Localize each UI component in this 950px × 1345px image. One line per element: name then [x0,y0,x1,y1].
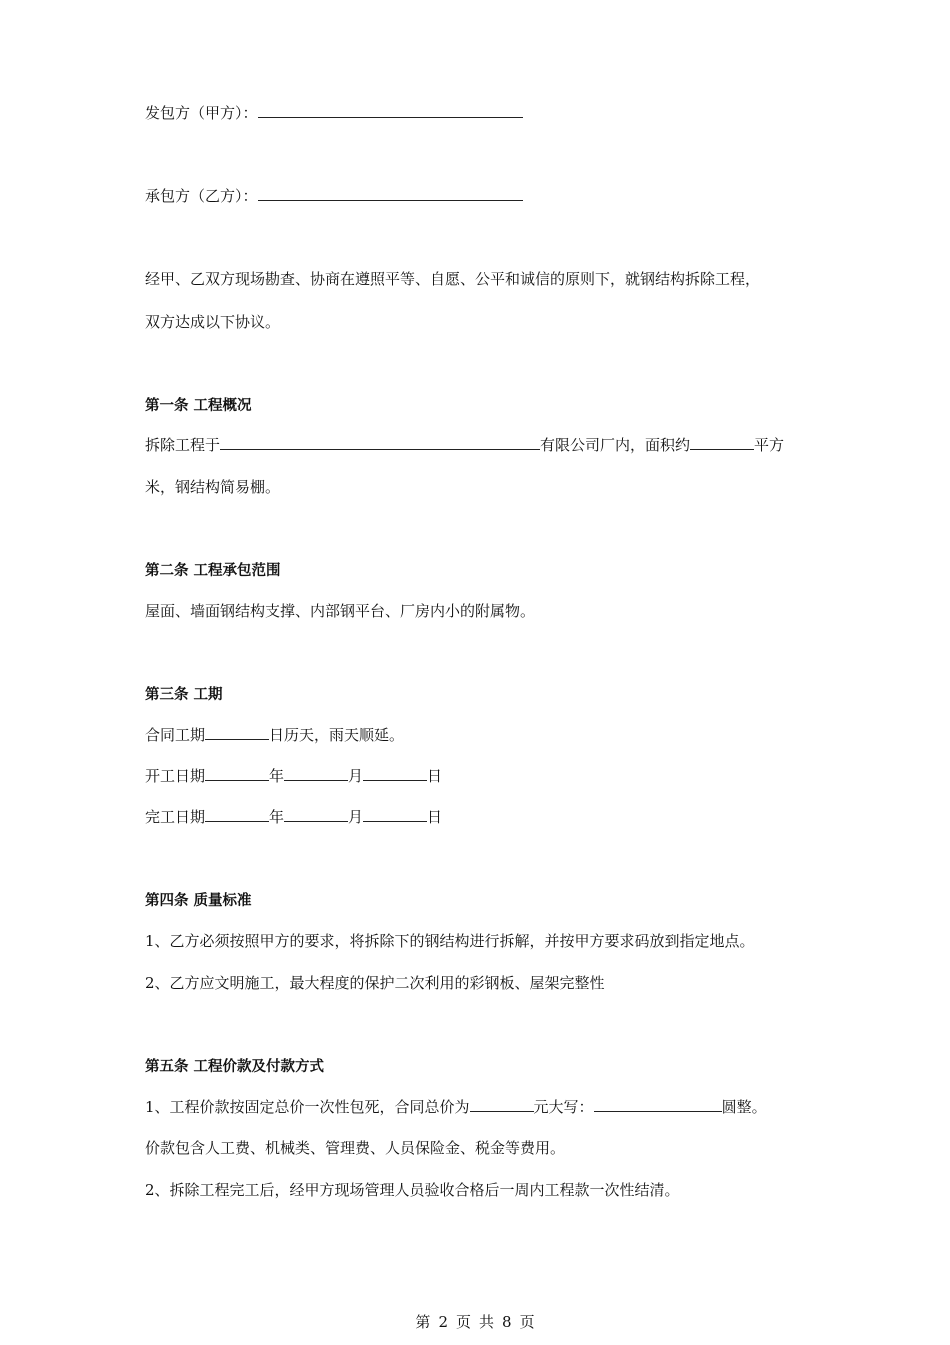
article-5-item-1 [145,1096,767,1117]
current-page-number: 2 [438,1313,448,1331]
contract-period-suffix: 日历天，雨天顺延。 [269,726,405,744]
contract-period-label: 合同工期 [145,726,206,744]
article-5-item-1-line-2: 价款包含人工费、机械类、管理费、人员保险金、税金等费用。 [145,1139,566,1157]
article-5-heading: 第五条 工程价款及付款方式 [145,1059,325,1075]
article-1-row [145,434,784,455]
party-b-label: 承包方（乙方）： [145,187,258,205]
footer-page-word: 页 [455,1313,471,1331]
footer-prefix: 第 [415,1313,431,1331]
price-text-a: 1、工程价款按固定总价一次性包死，合同总价为 [145,1098,470,1116]
party-b-row [145,185,523,206]
month-label: 月 [348,808,364,826]
month-label: 月 [348,767,364,785]
start-date-label: 开工日期 [145,767,206,785]
article-4-item-1: 1、乙方必须按照甲方的要求，将拆除下的钢结构进行拆解，并按甲方要求码放到指定地点。 [145,932,755,950]
article-2-text: 屋面、墙面钢结构支撑、内部钢平台、厂房内小的附属物。 [145,602,536,620]
company-blank [220,435,540,450]
footer-suffix: 页 [519,1313,535,1331]
end-date-label: 完工日期 [145,808,206,826]
party-a-label: 发包方（甲方）： [145,104,258,122]
intro-line-2: 双方达成以下协议。 [145,313,281,331]
day-label: 日 [427,808,443,826]
end-date-row [145,806,442,827]
article-1-text-b: 有限公司厂内，面积约 [540,436,691,454]
start-day-blank [363,766,427,781]
article-1-text-a: 拆除工程于 [145,436,221,454]
page-footer [0,1311,950,1332]
article-1-line-2: 米，钢结构简易棚。 [145,478,281,496]
price-number-blank [470,1097,534,1112]
total-page-number: 8 [502,1313,512,1331]
article-1-heading: 第一条 工程概况 [145,398,252,414]
article-5-item-2: 2、拆除工程完工后，经甲方现场管理人员验收合格后一周内工程款一次性结清。 [145,1181,680,1199]
days-blank [205,725,269,740]
party-a-blank [258,103,523,118]
start-year-blank [205,766,269,781]
contract-period-row [145,724,404,745]
start-date-row [145,765,442,786]
price-text-c: 圆整。 [721,1098,767,1116]
year-label: 年 [269,808,285,826]
intro-line-1: 经甲、乙双方现场勘查、协商在遵照平等、自愿、公平和诚信的原则下，就钢结构拆除工程， [145,270,761,288]
start-month-blank [284,766,348,781]
day-label: 日 [427,767,443,785]
article-4-item-2: 2、乙方应文明施工，最大程度的保护二次利用的彩钢板、屋架完整性 [145,974,605,992]
article-1-text-c: 平方 [754,436,785,454]
year-label: 年 [269,767,285,785]
price-words-blank [594,1097,722,1112]
area-blank [690,435,754,450]
end-month-blank [284,807,348,822]
article-3-heading: 第三条 工期 [145,687,223,703]
end-year-blank [205,807,269,822]
article-4-heading: 第四条 质量标准 [145,893,252,909]
footer-total-word: 共 [479,1313,495,1331]
price-text-b: 元大写： [533,1098,594,1116]
article-2-heading: 第二条 工程承包范围 [145,563,281,579]
end-day-blank [363,807,427,822]
party-b-blank [258,186,523,201]
party-a-row [145,102,523,123]
